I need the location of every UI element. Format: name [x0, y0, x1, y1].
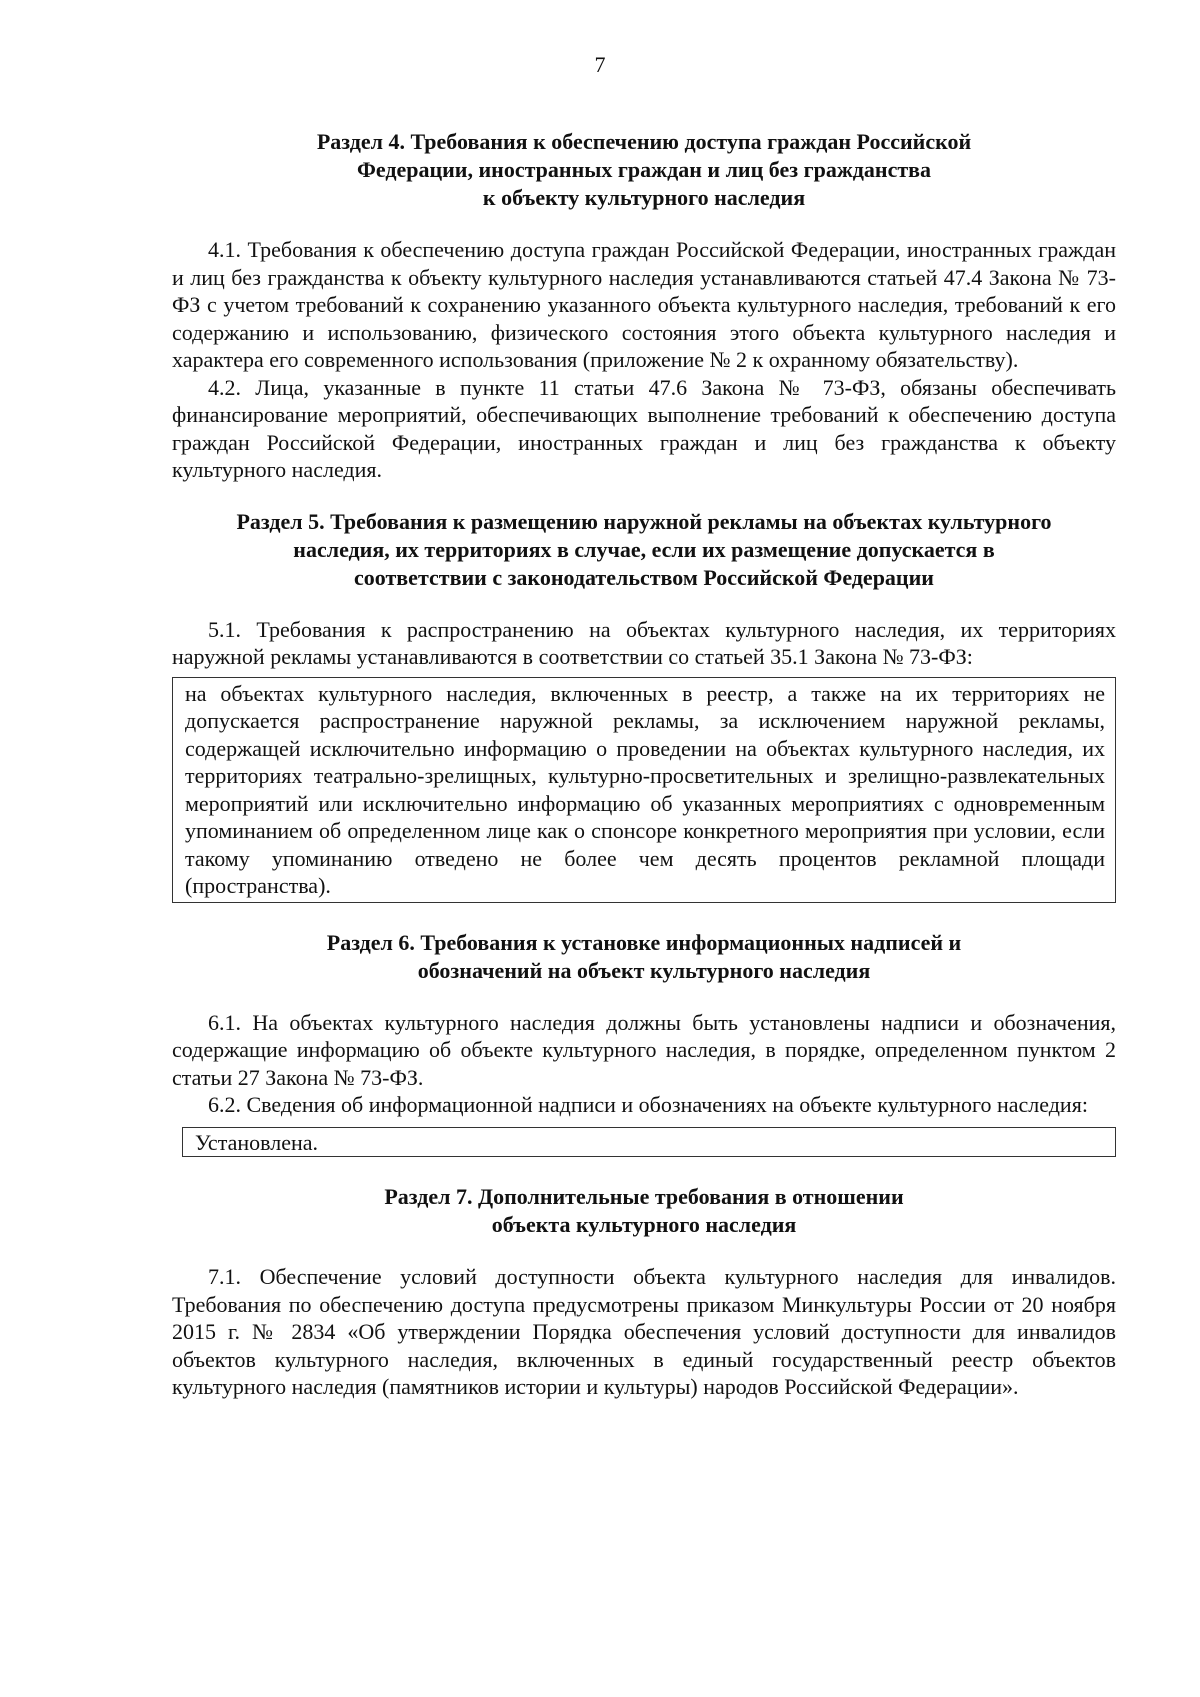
paragraph-5-1: 5.1. Требования к распространению на объектах культурного наследия, их территориях наружной рекламы устанавливаются в соответствии со статьей 35.1 Закона № 73-ФЗ: [172, 616, 1116, 669]
section-5-title-line: Раздел 5. Требования к размещению наружной рекламы на объектах культурного [236, 508, 1052, 534]
section-6-title-line: обозначений на объект культурного наследия [417, 957, 871, 983]
section-6-title-line: Раздел 6. Требования к установке информационных надписей и [326, 929, 962, 955]
section-5-title-line: наследия, их территориях в случае, если их размещение допускается в [293, 536, 995, 562]
paragraph-4-1: 4.1. Требования к обеспечению доступа граждан Российской Федерации, иностранных граждан и лиц без гражданства к объекту культурного наследия устанавливаются статьей 47.4 Закона № 73-ФЗ с учетом требований к сохранению указанного объекта культурного наследия, требований к его содержанию и использованию, физического состояния этого объекта культурного наследия и характера его современного использования (приложение № 2 к охранному обязательству). [172, 237, 1116, 372]
paragraph-6-2: 6.2. Сведения об информационной надписи и обозначениях на объекте культурного наследия: [208, 1092, 1088, 1117]
advertising-requirements-box: на объектах культурного наследия, включенных в реестр, а также на их территориях не допускается распространение наружной рекламы, за исключением наружной рекламы, содержащей исключительно информацию о проведении на объектах культурного наследия, их территориях театрально-зрелищных, культурно-просветительных и зрелищно-развлекательных мероприятий или исключительно информацию об указанных мероприятиях с одновременным упоминанием об определенном лице как о спонсоре конкретного мероприятия при условии, если такому упоминанию отведено не более чем десять процентов рекламной площади (пространства). [172, 677, 1116, 903]
section-5-title-line: соответствии с законодательством Российской Федерации [354, 564, 934, 590]
paragraph-6-1: 6.1. На объектах культурного наследия должны быть установлены надписи и обозначения, содержащие информацию об объекте культурного наследия, в порядке, определенном пунктом 2 статьи 27 Закона № 73-ФЗ. [172, 1009, 1116, 1090]
section-4-title [172, 128, 1116, 212]
document-body [172, 128, 1116, 1401]
page-number: 7 [594, 52, 606, 77]
section-4-title-line: Раздел 4. Требования к обеспечению доступа граждан Российской [316, 129, 972, 154]
section-7-title-line: Раздел 7. Дополнительные требования в отношении [384, 1184, 904, 1209]
section-4-title-line: Федерации, иностранных граждан и лиц без гражданства [356, 157, 932, 182]
section-6-title [172, 929, 1116, 985]
section-7-title [172, 1183, 1116, 1239]
section-7-title-line: объекта культурного наследия [491, 1212, 797, 1237]
paragraph-7-1: 7.1. Обеспечение условий доступности объекта культурного наследия для инвалидов. Требования по обеспечению доступа предусмотрены приказом Минкультуры России от 20 ноября 2015 г. № 2834 «Об утверждении Порядка обеспечения условий доступности для инвалидов объектов культурного наследия, включенных в единый государственный реестр объектов культурного наследия (памятников истории и культуры) народов Российской Федерации». [172, 1264, 1116, 1399]
inscription-status-box: Установлена. [182, 1127, 1116, 1158]
section-4-title-line: к объекту культурного наследия [482, 185, 806, 210]
paragraph-4-2: 4.2. Лица, указанные в пункте 11 статьи 47.6 Закона № 73-ФЗ, обязаны обеспечивать финансирование мероприятий, обеспечивающих выполнение требований к обеспечению доступа граждан Российской Федерации, иностранных граждан и лиц без гражданства к объекту культурного наследия. [172, 374, 1116, 482]
section-5-title [172, 508, 1116, 592]
